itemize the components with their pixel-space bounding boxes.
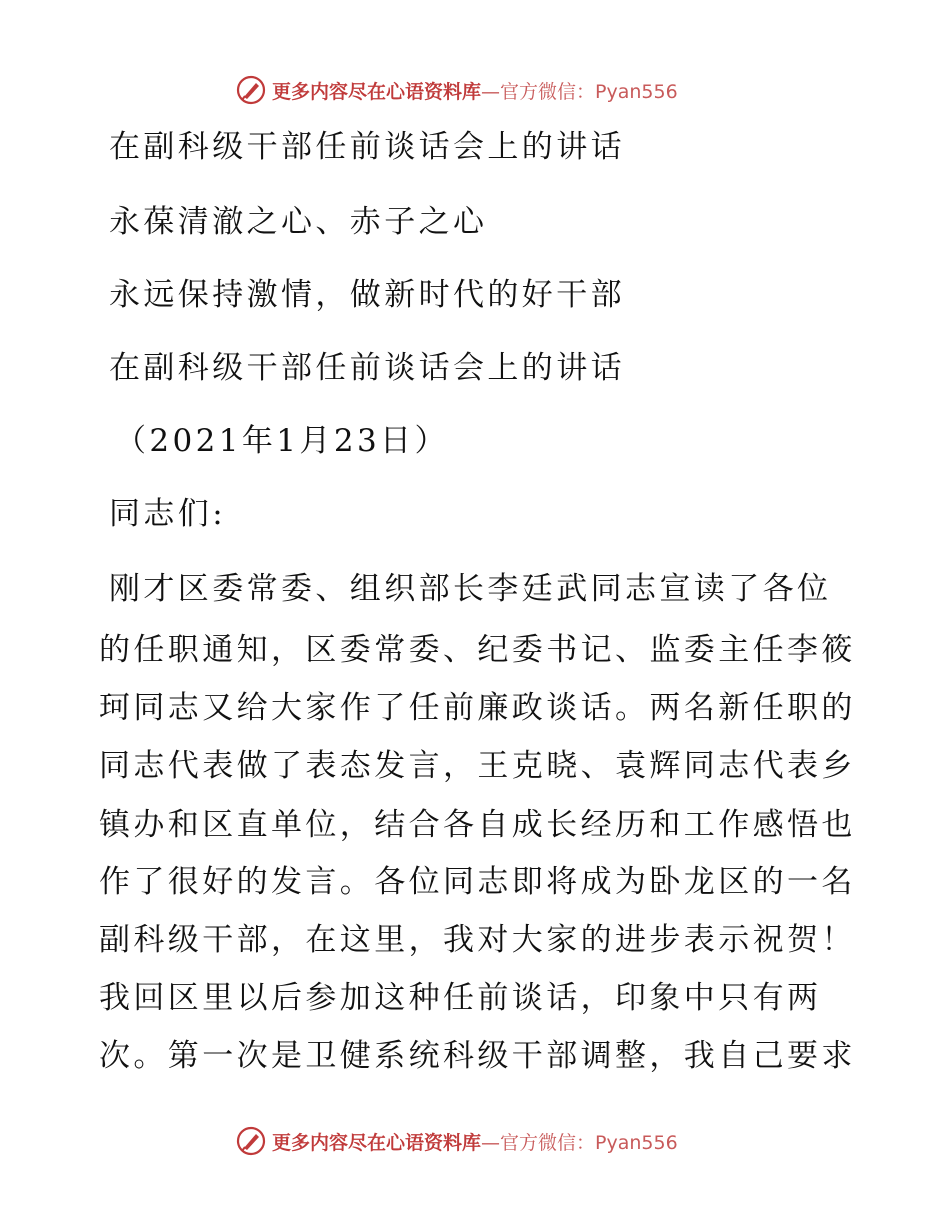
doc-date: （2021年1月23日） [115,423,449,459]
footer-watermark [236,1124,678,1158]
watermark-text-contact: —官方微信：Pyan556 [481,80,678,103]
paragraph-line: 同志代表做了表态发言，王克晓、袁辉同志代表乡 [99,748,856,784]
doc-salutation: 同志们: [109,496,227,532]
paragraph-line: 珂同志又给大家作了任前廉政谈话。两名新任职的 [99,690,856,726]
paragraph-line: 作了很好的发言。各位同志即将成为卧龙区的一名 [99,864,856,900]
quill-pen-logo-icon [236,1126,266,1156]
doc-title-4: 在副科级干部任前谈话会上的讲话 [109,350,625,386]
header-watermark [236,73,678,107]
quill-pen-logo-icon [236,75,266,105]
watermark-text-contact: —官方微信：Pyan556 [481,1131,678,1154]
paragraph-line: 次。第一次是卫健系统科级干部调整，我自己要求 [99,1038,856,1074]
paragraph-line: 副科级干部，在这里，我对大家的进步表示祝贺！ [99,922,856,958]
watermark-text-main: 更多内容尽在心语资料库 [272,80,482,103]
doc-title-3: 永远保持激情，做新时代的好干部 [109,277,625,313]
paragraph-line: 刚才区委常委、组织部长李廷武同志宣读了各位 [109,571,832,607]
doc-title-1: 在副科级干部任前谈话会上的讲话 [109,129,625,165]
paragraph-line: 我回区里以后参加这种任前谈话，印象中只有两 [99,980,822,1016]
watermark-text-main: 更多内容尽在心语资料库 [272,1131,482,1154]
doc-title-2: 永葆清澈之心、赤子之心 [109,204,488,240]
paragraph-line: 的任职通知，区委常委、纪委书记、监委主任李筱 [99,632,856,668]
paragraph-line: 镇办和区直单位，结合各自成长经历和工作感悟也 [99,807,856,843]
